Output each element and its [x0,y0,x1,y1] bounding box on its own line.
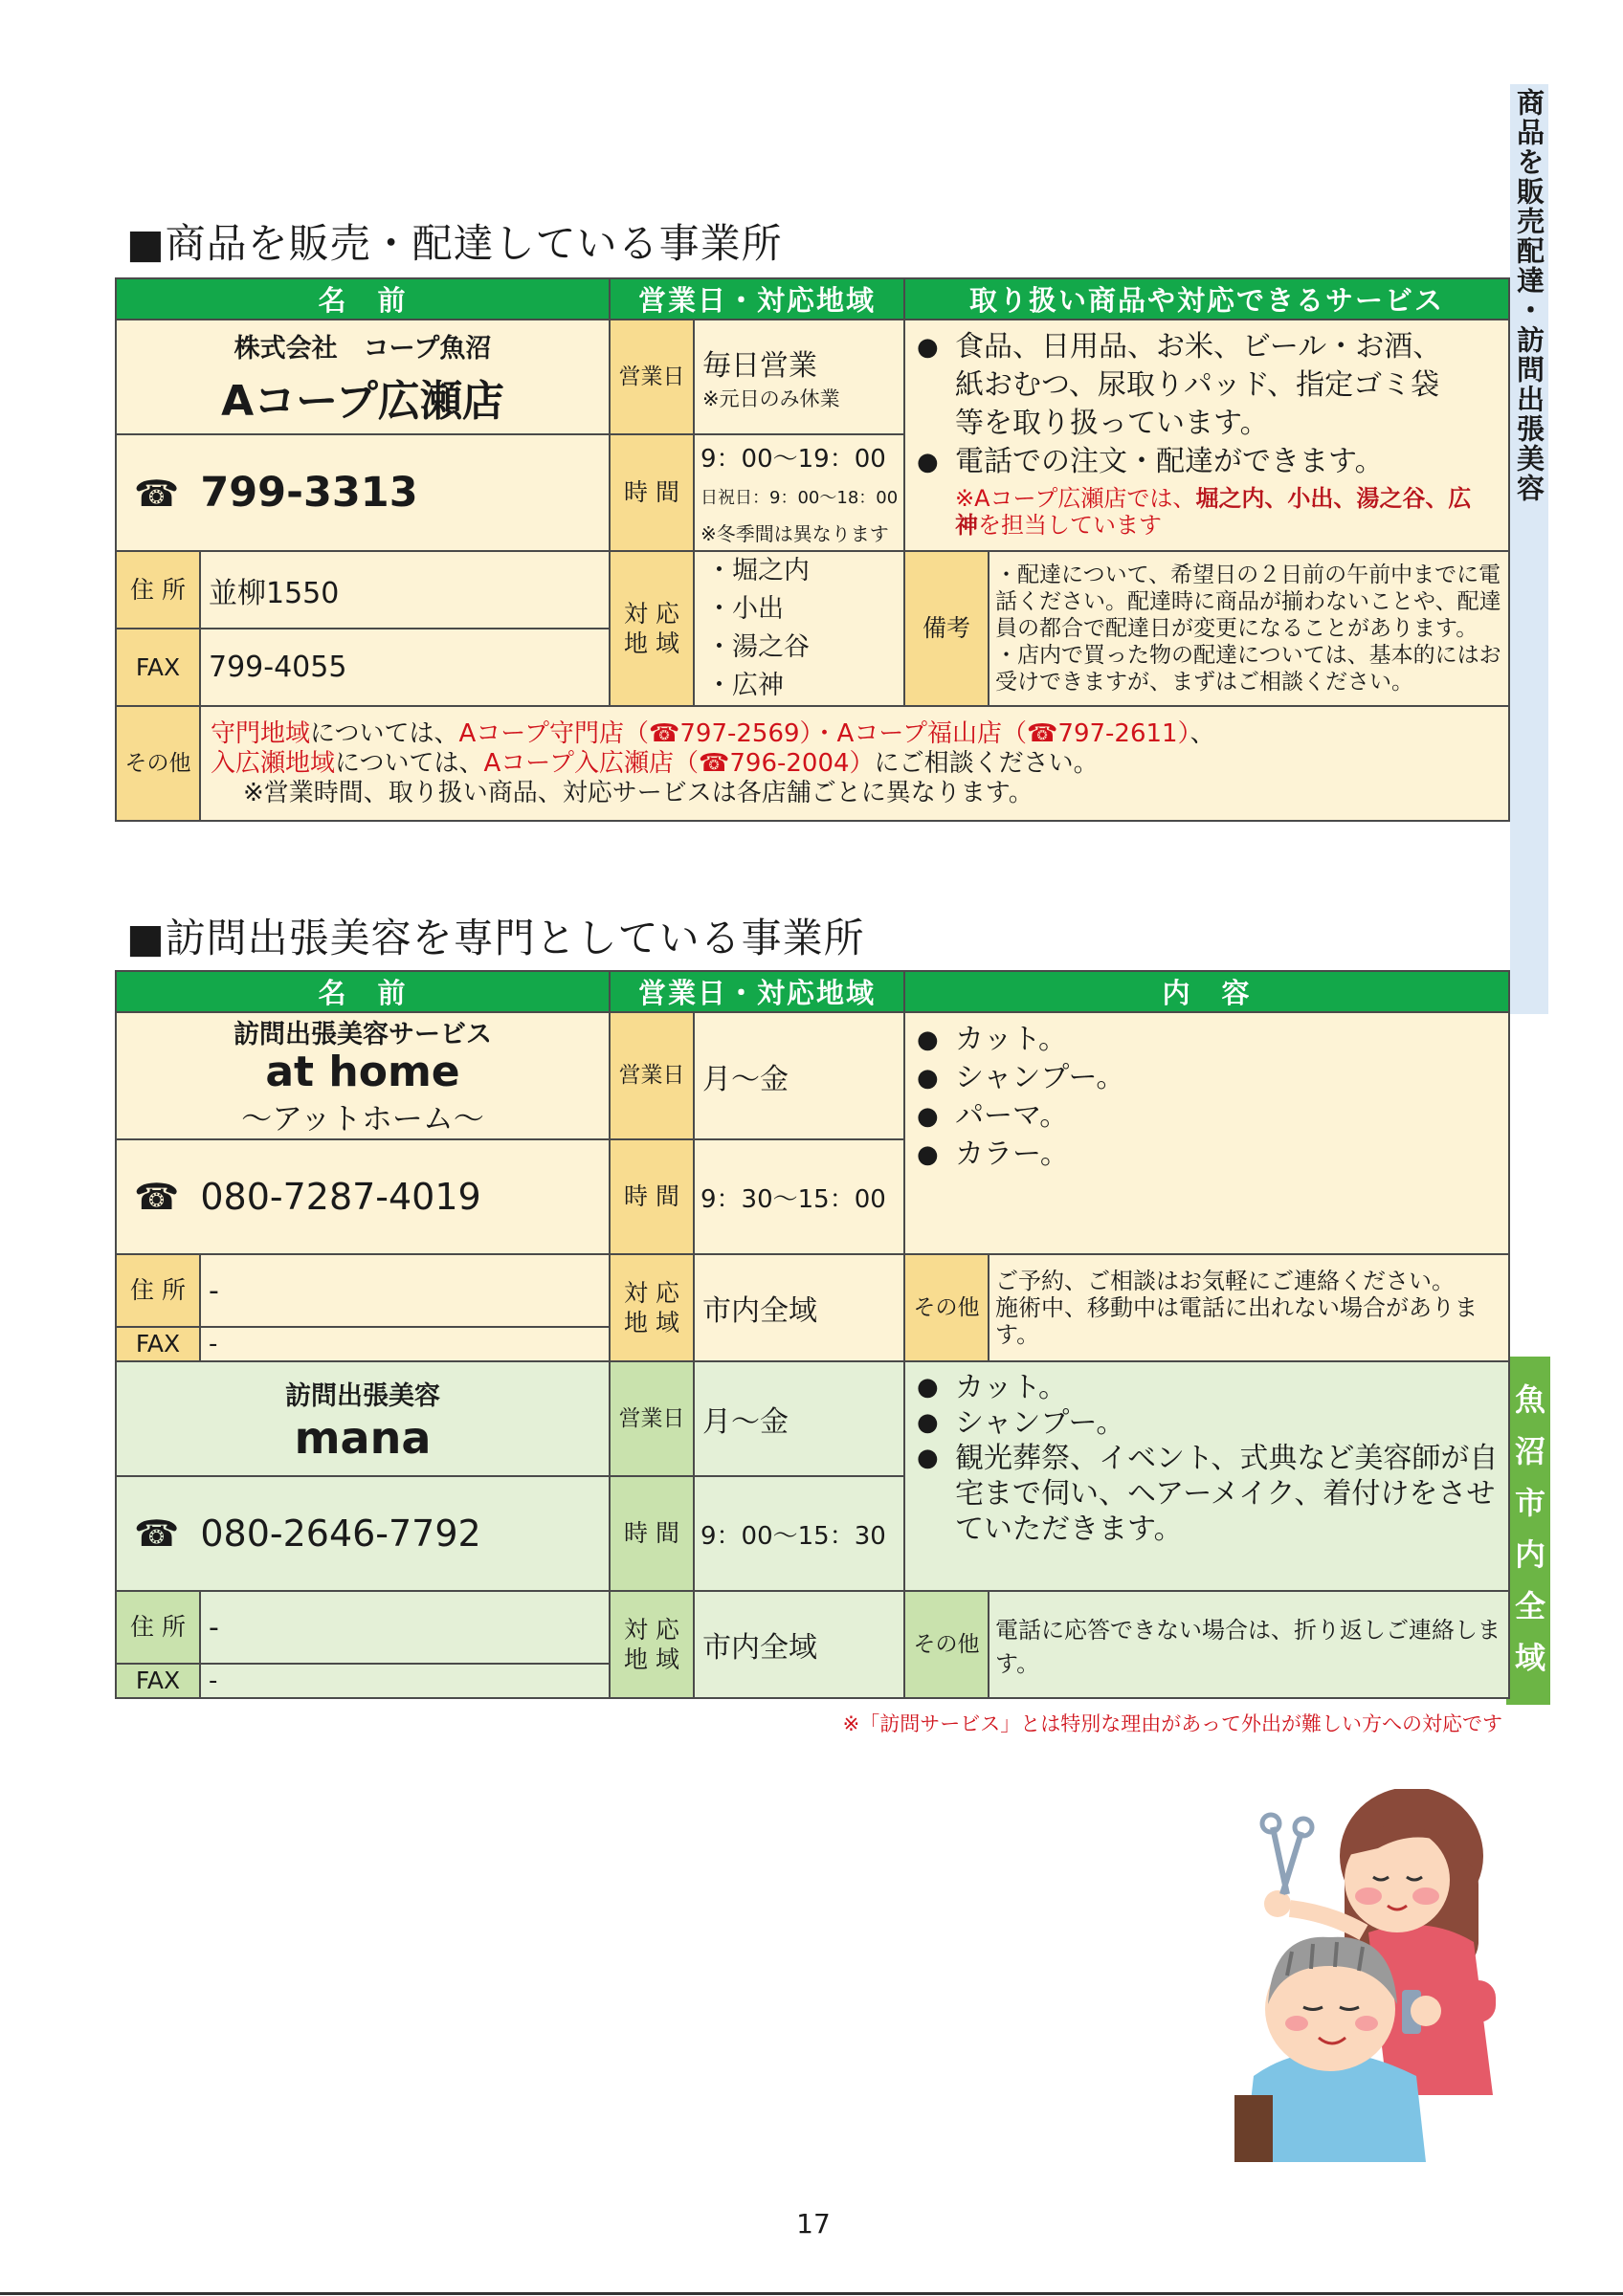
bottom-rule [0,2292,1623,2295]
athome-phone-cell [116,1139,610,1254]
header-name: 名 前 [116,971,610,1012]
mana-jikan-value: 9：00〜15：30 [694,1476,904,1591]
header-content: 内 容 [904,971,1509,1012]
jikan-label: 時 間 [610,434,694,551]
page-number: 17 [796,2208,831,2240]
address-label: 住 所 [116,551,200,629]
biko-cell [989,551,1509,706]
fax-label: FAX [116,629,200,706]
service-item: ● 食品、日用品、お米、ビール・お酒、紙おむつ、尿取りパッド、指定ゴミ袋等を取り扱っています。 [917,328,1451,443]
athome-other-line: 施術中、移動中は電話に出れない場合があります。 [995,1294,1478,1348]
area-item: ・ 小出 [706,590,903,629]
service-item: ● カット。 [917,1370,1501,1405]
mana-other-text: 電話に応答できない場合は、折り返しご連絡します。 [989,1591,1509,1698]
service-note-suffix: を担当しています [978,512,1163,539]
service-note-areas: 堀之内、小出、湯之谷、広神 [955,485,1472,539]
athome-fax-value: - [200,1327,610,1361]
biko-line: ・店内で買った物の配達については、基本的にはお受けできますが、まずはご相談ください。 [995,643,1501,695]
athome-services-cell [904,1012,1509,1254]
services-list [905,320,1508,485]
header-name: 名 前 [116,278,610,320]
service-item: ● シャンプー。 [917,1405,1501,1441]
athome-jikan-value: 9：30〜15：00 [694,1139,904,1254]
biko-label: 備考 [904,551,989,706]
area-item: ・ 湯之谷 [706,629,903,667]
service-item: ● 電話での注文・配達ができます。 [917,443,1451,481]
service-note-prefix: ※Aコープ広瀬店では、 [955,485,1196,512]
other-area-2: 入広瀬地域 [211,748,336,778]
athome-name-cell [116,1012,610,1139]
mana-phone: 080-2646-7792 [200,1512,481,1555]
store-table [115,277,1510,822]
service-item: ● シャンプー。 [917,1059,1501,1097]
header-services: 取り扱い商品や対応できるサービス [904,278,1509,320]
section2-title: ■訪問出張美容を専門としている事業所 [126,915,865,961]
service-item: ● カラー。 [917,1136,1501,1174]
services-cell [904,320,1509,551]
other-cell [200,706,1509,821]
athome-area-value: 市内全域 [694,1254,904,1361]
athome-other-cell [989,1254,1509,1361]
athome-other-line: ご予約、ご相談はお気軽にご連絡ください。 [995,1268,1456,1294]
mana-name: mana [294,1411,432,1464]
phone-icon: ☎ [134,1512,180,1555]
athome-prefix: 訪問出張美容サービス [233,1020,492,1049]
athome-jikan-label: 時 間 [610,1139,694,1254]
area-cell [694,551,904,706]
jikan-line1: 9：00〜19：00 [700,445,886,474]
mana-area-value: 市内全域 [694,1591,904,1698]
mana-address-value: - [200,1591,610,1664]
eigyoubi-cell [694,320,904,434]
phone-number: 799-3313 [200,469,418,517]
mana-address-label: 住 所 [116,1591,200,1664]
other-stores-1: Aコープ守門店（☎797-2569）・Aコープ福山店（☎797-2611） [458,718,1190,748]
side-tab-bottom-text: 魚沼市内全域 [1510,1383,1546,1693]
side-tab-top [1510,84,1548,1014]
mana-fax-label: FAX [116,1664,200,1698]
athome-subname: 〜アットホーム〜 [241,1100,484,1137]
athome-area-label: 対 応 地 域 [610,1254,694,1361]
mana-eigyoubi-label: 営業日 [610,1361,694,1476]
other-text-4: にご相談ください。 [874,748,1099,778]
area-list [695,552,903,705]
other-text-3: については、 [335,748,484,778]
area-item: ・ 堀之内 [706,552,903,590]
athome-address-value: - [200,1254,610,1327]
other-text-2: 、 [1189,718,1215,748]
athome-services-list [905,1013,1508,1178]
other-text-1: については、 [310,718,459,748]
other-note: ※営業時間、取り扱い商品、対応サービスは各店舗ごとに異なります。 [243,778,1034,807]
eigyoubi-value: 毎日営業 [702,349,818,383]
area-item: ・ 広神 [706,667,903,705]
athome-fax-label: FAX [116,1327,200,1361]
side-tab-top-text: 商品を販売配達・訪問出張美容 [1513,88,1545,503]
eigyoubi-note: ※元日のみ休業 [702,387,840,410]
jikan-line2: 日祝日：9：00〜18：00 [700,488,899,508]
phone-cell [116,434,610,551]
mana-prefix: 訪問出張美容 [285,1380,440,1411]
mana-eigyoubi-value: 月〜金 [694,1361,904,1476]
address-value: 並柳1550 [200,551,610,629]
athome-eigyoubi-label: 営業日 [610,1012,694,1139]
athome-eigyoubi-value: 月〜金 [694,1012,904,1139]
jikan-line3: ※冬季間は異なります [700,522,889,545]
header-days-area: 営業日・対応地域 [610,971,904,1012]
company-prefix: 株式会社 コープ魚沼 [233,333,492,364]
athome-name: at home [265,1048,460,1096]
athome-other-label: その他 [904,1254,989,1361]
beauty-table [115,970,1510,1699]
section1-title: ■商品を販売・配達している事業所 [126,220,783,267]
company-name: Aコープ広瀬店 [221,376,504,426]
service-item: ● カット。 [917,1021,1501,1059]
athome-phone: 080-7287-4019 [200,1176,481,1218]
mana-name-cell [116,1361,610,1476]
mana-jikan-label: 時 間 [610,1476,694,1591]
service-note [905,485,1508,539]
mana-other-label: その他 [904,1591,989,1698]
other-area-1: 守門地域 [211,718,311,748]
athome-address-label: 住 所 [116,1254,200,1327]
side-tab-bottom [1506,1357,1550,1705]
mana-phone-cell [116,1476,610,1591]
jikan-cell [694,434,904,551]
mana-fax-value: - [200,1664,610,1698]
service-item: ● 観光葬祭、イベント、式典など美容師が自宅まで伺い、ヘアーメイク、着付けをさせていただきます。 [917,1441,1501,1547]
mana-services-list [905,1362,1508,1551]
hairdresser-illustration [1234,1789,1522,2162]
footnote: ※「訪問サービス」とは特別な理由があって外出が難しい方への対応です [842,1712,1502,1735]
other-label: その他 [116,706,200,821]
company-cell [116,320,610,434]
fax-value: 799-4055 [200,629,610,706]
mana-area-label: 対 応 地 域 [610,1591,694,1698]
phone-icon: ☎ [134,1176,180,1218]
service-item: ● パーマ。 [917,1097,1501,1136]
mana-services-cell [904,1361,1509,1591]
eigyoubi-label: 営業日 [610,320,694,434]
header-days-area: 営業日・対応地域 [610,278,904,320]
biko-line: ・配達について、希望日の２日前の午前中までに電話ください。配達時に商品が揃わないことや、配達員の都合で配達日が変更になることがあります。 [995,563,1501,641]
area-label: 対 応 地 域 [610,551,694,706]
phone-icon: ☎ [134,473,180,515]
other-stores-2: Aコープ入広瀬店（☎796-2004） [483,748,875,778]
